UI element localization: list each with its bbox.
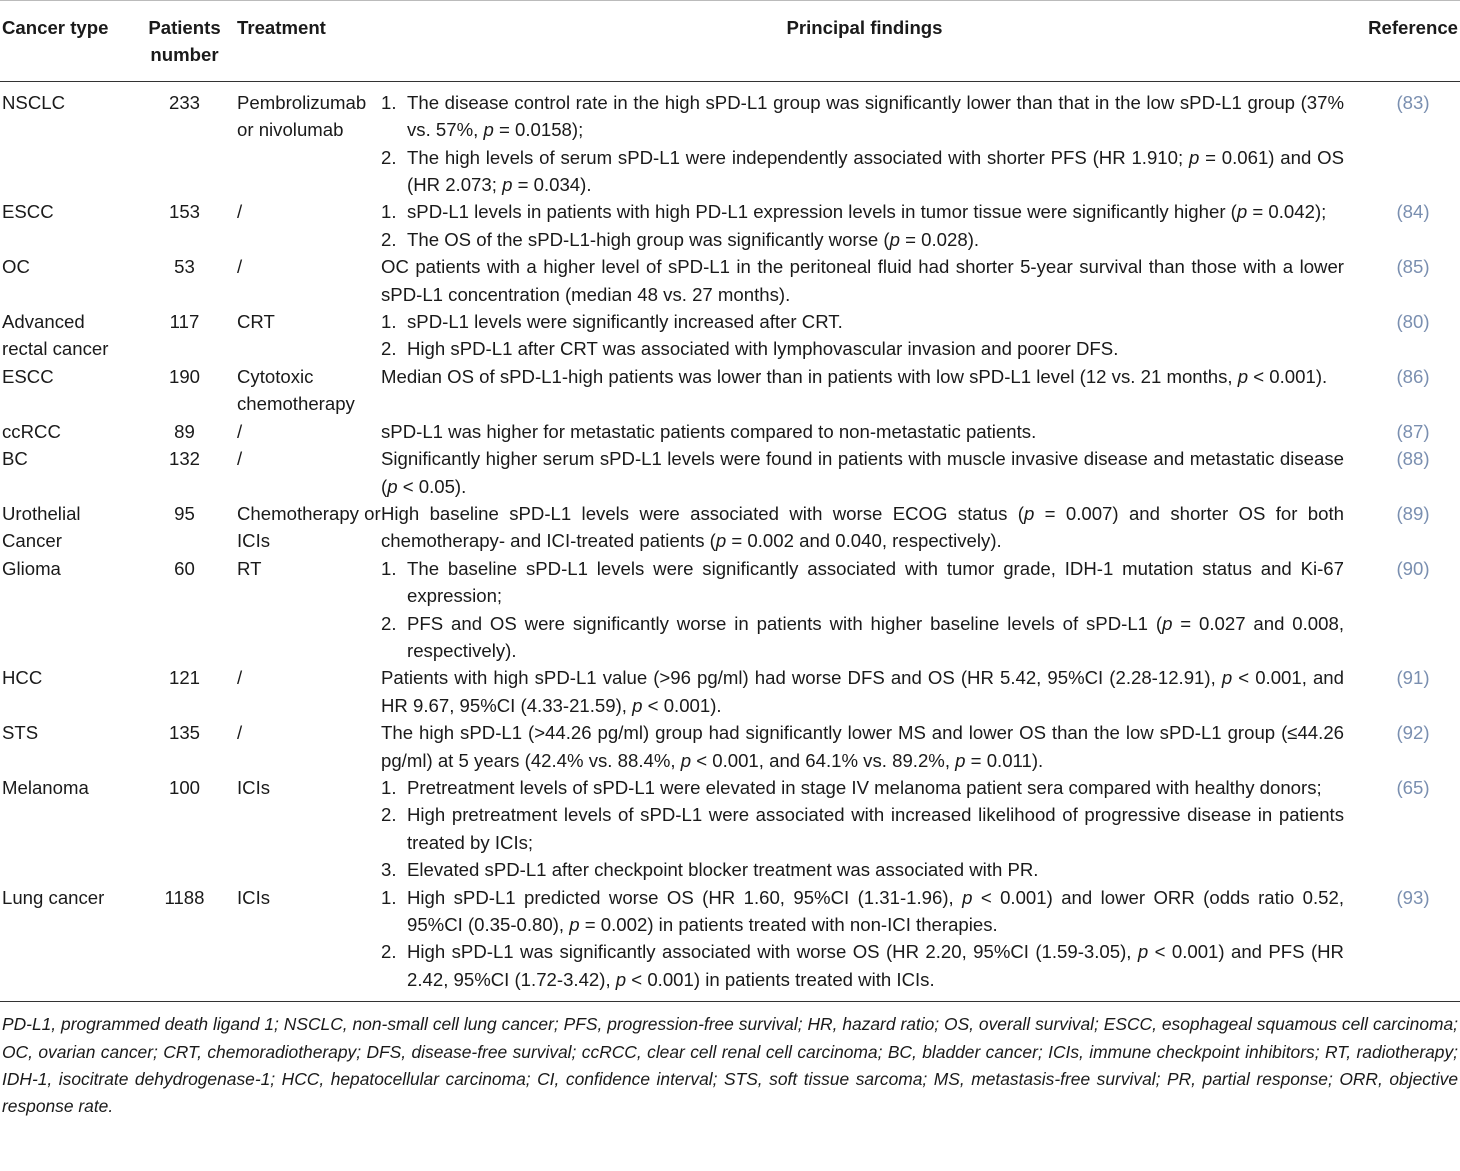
cell-patients-number: 53 [174, 256, 195, 278]
table-row [0, 500, 1460, 555]
table-row [0, 445, 1460, 500]
cell-patients-number: 233 [168, 91, 201, 113]
finding-number: 2. [381, 941, 397, 963]
header-cancer-type: Cancer type [0, 1, 134, 81]
finding-text: The high levels of serum sPD-L1 were independently associated with shorter PFS (HR 1.910; p = 0.061) and OS (HR 2.073; p = 0.034). [407, 146, 1344, 196]
finding-item [381, 308, 1344, 335]
finding-number: 2. [381, 804, 397, 826]
finding-text: High sPD-L1 after CRT was associated with lymphovascular invasion and poorer DFS. [407, 338, 1119, 360]
finding-text: High sPD-L1 was significantly associated with worse OS (HR 2.20, 95%CI (1.59-3.05), p < 0.001) and PFS (HR 2.42, 95%CI (1.72-3.42), p < 0.001) in patients treated with ICIs. [407, 941, 1344, 990]
cell-cancer-type: NSCLC [2, 91, 66, 113]
finding-item [381, 938, 1344, 993]
cell-reference-link: (92) [1396, 722, 1430, 744]
cell-patients-number: 190 [168, 365, 201, 387]
cell-cancer-type: ESCC [2, 201, 54, 223]
cell-reference-link: (85) [1396, 256, 1430, 278]
cell-patients-number: 89 [174, 420, 195, 442]
cell-treatment: / [237, 420, 243, 442]
cell-treatment: / [237, 722, 243, 744]
cell-treatment: CRT [237, 311, 275, 333]
cell-principal-findings [381, 500, 1348, 555]
table-body [0, 81, 1460, 1001]
finding-text: Pretreatment levels of sPD-L1 were elevated in stage IV melanoma patient sera compared with healthy donors; [407, 776, 1322, 798]
cell-principal-findings [381, 308, 1348, 363]
cell-patients-number: 95 [174, 502, 195, 524]
cell-cancer-type: Lung cancer [2, 886, 105, 908]
table-row [0, 253, 1460, 308]
cell-reference-link: (84) [1396, 201, 1430, 223]
cell-treatment: Chemotherapy or ICIs [237, 502, 381, 552]
finding-text: High pretreatment levels of sPD-L1 were associated with increased likelihood of progressive disease in patients treated by ICIs; [407, 804, 1344, 853]
finding-item [381, 144, 1344, 199]
cell-cancer-type: Advanced rectal cancer [2, 311, 109, 360]
cell-treatment: ICIs [237, 886, 271, 908]
cell-treatment: / [237, 667, 243, 689]
cell-treatment: / [237, 448, 243, 470]
cell-cancer-type: ccRCC [2, 420, 61, 442]
cell-patients-number: 100 [168, 776, 201, 798]
header-patients-number: Patients number [134, 1, 235, 81]
finding-text: Significantly higher serum sPD-L1 levels were found in patients with muscle invasive disease and metastatic disease (p < 0.05). [381, 448, 1344, 497]
cell-patients-number: 117 [169, 311, 200, 333]
finding-text: Elevated sPD-L1 after checkpoint blocker treatment was associated with PR. [407, 859, 1039, 881]
finding-number: 1. [381, 91, 397, 113]
table-row [0, 308, 1460, 363]
table-row [0, 198, 1460, 253]
finding-text: sPD-L1 was higher for metastatic patients compared to non-metastatic patients. [381, 420, 1037, 442]
cell-treatment: / [237, 256, 243, 278]
cell-reference-link: (86) [1396, 365, 1430, 387]
finding-item [381, 884, 1344, 939]
cell-reference-link: (88) [1396, 448, 1430, 470]
cell-treatment: ICIs [237, 776, 271, 798]
table-row [0, 81, 1460, 198]
cell-principal-findings [381, 774, 1348, 884]
table-row [0, 774, 1460, 884]
finding-text: The OS of the sPD-L1-high group was significantly worse (p = 0.028). [407, 228, 980, 250]
table-row [0, 363, 1460, 418]
finding-number: 1. [381, 557, 397, 579]
cell-reference-link: (89) [1396, 502, 1430, 524]
table-footnote: PD-L1, programmed death ligand 1; NSCLC, non-small cell lung cancer; PFS, progression-free survival; HR, hazard ratio; OS, overall survival; ESCC, esophageal squamous cell carcinoma; OC, ovarian cancer; CRT, chemoradiotherapy; DFS, disease-free survival; ccRCC, clear cell renal cell carcinoma; BC, bladder cancer; ICIs, immune checkpoint inhibitors; RT, radiotherapy; IDH-1, isocitrate dehydrogenase-1; HCC, hepatocellular carcinoma; CI, confidence interval; STS, soft tissue sarcoma; MS, metastasis-free survival; PR, partial response; ORR, objective response rate. [0, 1001, 1460, 1121]
finding-text: sPD-L1 levels were significantly increased after CRT. [407, 311, 843, 333]
header-treatment: Treatment [235, 1, 381, 81]
cell-treatment: Pembrolizumab or nivolumab [237, 91, 367, 141]
cell-treatment: / [237, 201, 243, 223]
cell-reference-link: (91) [1396, 667, 1430, 689]
finding-text: Patients with high sPD-L1 value (>96 pg/ml) had worse DFS and OS (HR 5.42, 95%CI (2.28-12.91), p < 0.001, and HR 9.67, 95%CI (4.33-21.59), p < 0.001). [381, 667, 1344, 716]
table-row [0, 555, 1460, 665]
cell-reference-link: (90) [1396, 557, 1430, 579]
finding-item [381, 856, 1344, 883]
finding-text: High baseline sPD-L1 levels were associated with worse ECOG status (p = 0.007) and shorter OS for both chemotherapy- and ICI-treated patients (p = 0.002 and 0.040, respectively). [381, 502, 1344, 552]
cell-cancer-type: Melanoma [2, 776, 89, 798]
table-row [0, 664, 1460, 719]
cell-principal-findings [381, 555, 1348, 665]
header-principal-findings: Principal findings [381, 1, 1348, 81]
cell-principal-findings [381, 884, 1348, 1002]
cell-treatment: Cytotoxic chemotherapy [237, 365, 355, 415]
cell-treatment: RT [237, 557, 262, 579]
finding-text: sPD-L1 levels in patients with high PD-L1 expression levels in tumor tissue were significantly higher (p = 0.042); [407, 201, 1327, 223]
cell-reference-link: (93) [1396, 886, 1430, 908]
cell-principal-findings [381, 445, 1348, 500]
finding-item [381, 198, 1344, 225]
table-row [0, 418, 1460, 445]
cell-cancer-type: OC [2, 256, 30, 278]
cell-patients-number: 135 [168, 722, 201, 744]
table-row [0, 884, 1460, 1002]
cell-cancer-type: HCC [2, 667, 43, 689]
finding-text: The high sPD-L1 (>44.26 pg/ml) group had significantly lower MS and lower OS than the low sPD-L1 group (≤44.26 pg/ml) at 5 years (42.4% vs. 88.4%, p < 0.001, and 64.1% vs. 89.2%, p = 0.011). [381, 722, 1344, 771]
finding-number: 3. [381, 859, 397, 881]
finding-item [381, 555, 1344, 610]
cell-cancer-type: BC [2, 448, 28, 470]
cell-reference-link: (65) [1396, 776, 1430, 798]
cell-principal-findings [381, 198, 1348, 253]
cell-cancer-type: Glioma [2, 557, 61, 579]
findings-table [0, 1, 1460, 1001]
cell-reference-link: (83) [1396, 91, 1430, 113]
cell-patients-number: 132 [168, 448, 201, 470]
finding-number: 1. [381, 776, 397, 798]
finding-text: Median OS of sPD-L1-high patients was lower than in patients with low sPD-L1 level (12 vs. 21 months, p < 0.001). [381, 365, 1328, 387]
cell-cancer-type: STS [2, 722, 39, 744]
cell-patients-number: 153 [168, 201, 201, 223]
finding-item [381, 610, 1344, 665]
finding-number: 2. [381, 228, 397, 250]
finding-number: 1. [381, 886, 397, 908]
finding-text: PFS and OS were significantly worse in patients with higher baseline levels of sPD-L1 (p = 0.027 and 0.008, respectively). [407, 612, 1344, 661]
cell-principal-findings [381, 81, 1348, 198]
cell-reference-link: (80) [1396, 311, 1430, 333]
finding-number: 2. [381, 146, 397, 168]
header-row [0, 1, 1460, 81]
header-reference: Reference [1348, 1, 1460, 81]
cell-reference-link: (87) [1396, 420, 1430, 442]
cell-cancer-type: ESCC [2, 365, 54, 387]
finding-item [381, 89, 1344, 144]
finding-text: The disease control rate in the high sPD-L1 group was significantly lower than that in the low sPD-L1 group (37% vs. 57%, p = 0.0158); [407, 91, 1344, 141]
cell-principal-findings [381, 664, 1348, 719]
finding-text: High sPD-L1 predicted worse OS (HR 1.60, 95%CI (1.31-1.96), p < 0.001) and lower ORR (odds ratio 0.52, 95%CI (0.35-0.80), p = 0.002) in patients treated with non-ICI therapies. [407, 886, 1344, 935]
cell-patients-number: 1188 [164, 886, 205, 908]
cell-patients-number: 121 [168, 667, 201, 689]
finding-item [381, 335, 1344, 362]
finding-text: OC patients with a higher level of sPD-L1 in the peritoneal fluid had shorter 5-year survival than those with a lower sPD-L1 concentration (median 48 vs. 27 months). [381, 256, 1344, 305]
finding-number: 2. [381, 612, 397, 634]
finding-number: 1. [381, 311, 397, 333]
cell-principal-findings [381, 719, 1348, 774]
finding-item [381, 774, 1344, 801]
cell-principal-findings [381, 363, 1348, 418]
table-row [0, 719, 1460, 774]
finding-item [381, 801, 1344, 856]
finding-number: 1. [381, 201, 397, 223]
finding-number: 2. [381, 338, 397, 360]
finding-text: The baseline sPD-L1 levels were significantly associated with tumor grade, IDH-1 mutation status and Ki-67 expression; [407, 557, 1344, 607]
cell-principal-findings [381, 253, 1348, 308]
cell-patients-number: 60 [174, 557, 195, 579]
cell-principal-findings [381, 418, 1348, 445]
cell-cancer-type: Urothelial Cancer [2, 502, 81, 552]
finding-item [381, 226, 1344, 253]
